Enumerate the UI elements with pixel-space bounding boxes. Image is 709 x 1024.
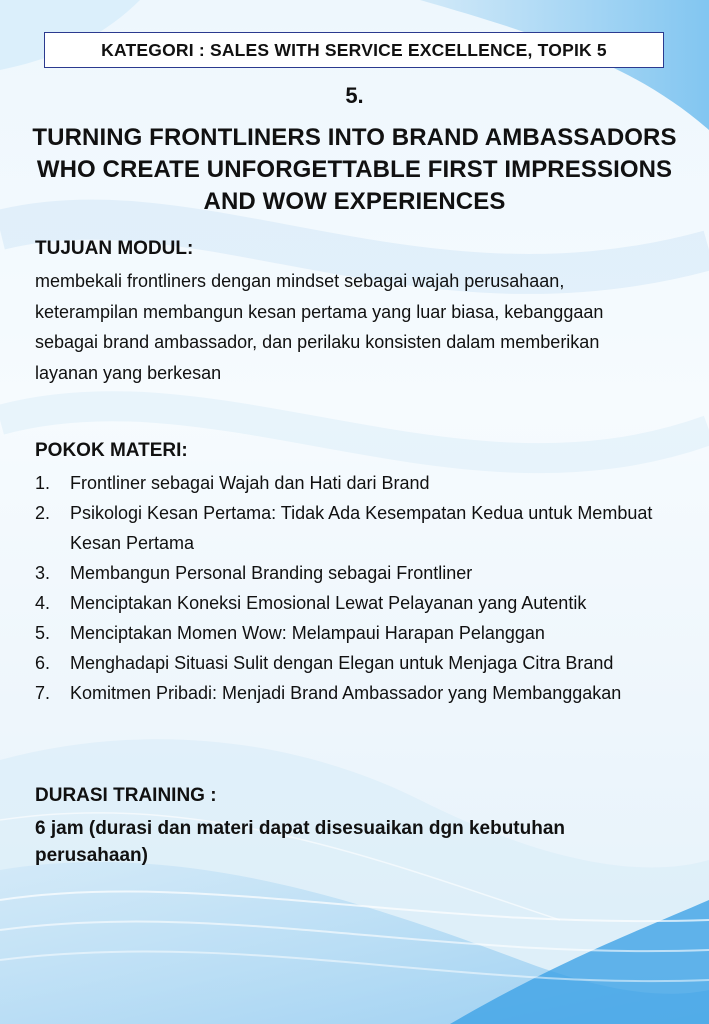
item-number: 7. (35, 683, 51, 703)
list-item (35, 558, 675, 588)
category-banner (44, 32, 664, 68)
category-label: KATEGORI : SALES WITH SERVICE EXCELLENCE, TOPIK 5 (101, 39, 607, 60)
item-number: 4. (35, 593, 51, 613)
topic-number: 5. (345, 83, 364, 108)
item-text: Psikologi Kesan Pertama: Tidak Ada Kesempatan Kedua untuk Membuat Kesan Pertama (70, 503, 653, 553)
duration-heading: DURASI TRAINING : (35, 785, 217, 806)
materials-heading: POKOK MATERI: (35, 440, 188, 461)
item-text: Menciptakan Koneksi Emosional Lewat Pelayanan yang Autentik (70, 593, 587, 613)
list-item (35, 498, 675, 558)
item-text: Menciptakan Momen Wow: Melampaui Harapan Pelanggan (70, 623, 545, 643)
item-number: 5. (35, 623, 51, 643)
list-item (35, 648, 675, 678)
item-text: Menghadapi Situasi Sulit dengan Elegan untuk Menjaga Citra Brand (70, 653, 614, 673)
item-number: 6. (35, 653, 51, 673)
objective-text: membekali frontliners dengan mindset sebagai wajah perusahaan, keterampilan membangun kesan pertama yang luar biasa, kebanggaan sebagai brand ambassador, dan perilaku konsisten dalam memberikan layanan yang berkesan (35, 271, 604, 383)
item-number: 3. (35, 563, 51, 583)
list-item (35, 588, 675, 618)
item-number: 1. (35, 473, 51, 493)
item-text: Membangun Personal Branding sebagai Frontliner (70, 563, 473, 583)
module-title: TURNING FRONTLINERS INTO BRAND AMBASSADORS WHO CREATE UNFORGETTABLE FIRST IMPRESSIONS AND WOW EXPERIENCES (32, 124, 677, 215)
list-item (35, 468, 675, 498)
list-item (35, 618, 675, 648)
item-text: Frontliner sebagai Wajah dan Hati dari Brand (70, 473, 430, 493)
objective-heading: TUJUAN MODUL: (35, 238, 194, 259)
item-text: Komitmen Pribadi: Menjadi Brand Ambassador yang Membanggakan (70, 683, 622, 703)
list-item (35, 678, 675, 708)
duration-text: 6 jam (durasi dan materi dapat disesuaikan dgn kebutuhan perusahaan) (35, 818, 566, 866)
materials-list (35, 468, 675, 708)
item-number: 2. (35, 503, 51, 523)
